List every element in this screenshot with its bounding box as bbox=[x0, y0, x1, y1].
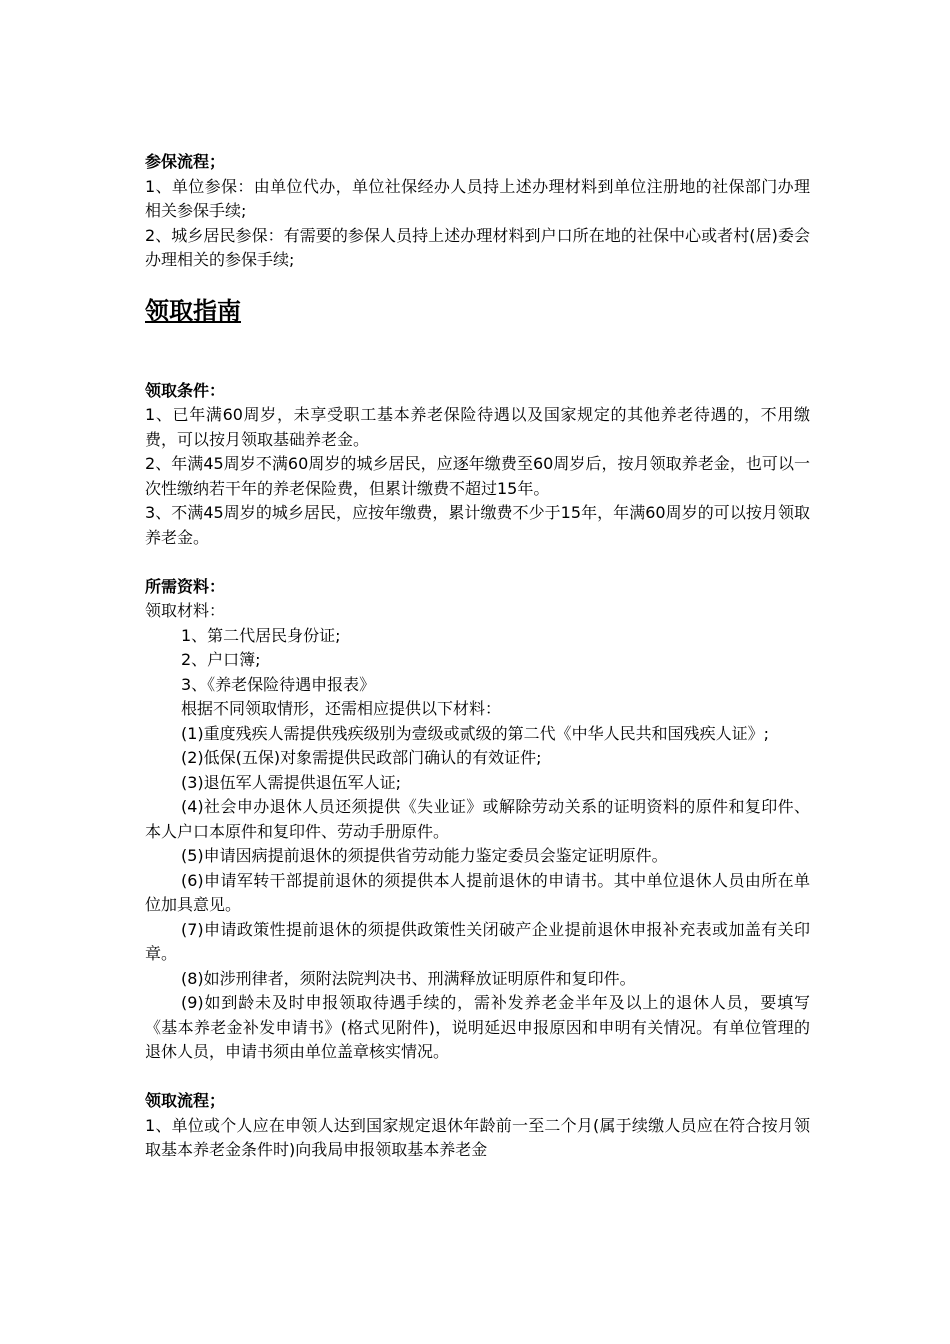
basic-material-1: 1、第二代居民身份证; bbox=[181, 625, 341, 645]
extra-material-6: (6)申请军转干部提前退休的须提供本人提前退休的申请书。其中单位退休人员由所在单位加具意见。 bbox=[145, 870, 810, 914]
document-page bbox=[145, 150, 810, 1163]
enroll-process-title: 参保流程； bbox=[145, 152, 226, 171]
extra-material-4: (4)社会申办退休人员还须提供《失业证》或解除劳动关系的证明资料的原件和复印件、本人户口本原件和复印件、劳动手册原件。 bbox=[145, 797, 810, 841]
materials-intro: 领取材料： bbox=[145, 601, 226, 620]
enroll-item-1: 1、单位参保：由单位代办，单位社保经办人员持上述办理材料到单位注册地的社保部门办理相关参保手续; bbox=[145, 176, 810, 220]
extra-material-1: (1)重度残疾人需提供残疾级别为壹级或贰级的第二代《中华人民共和国残疾人证》; bbox=[181, 723, 770, 743]
extra-material-7: (7)申请政策性提前退休的须提供政策性关闭破产企业提前退休申报补充表或加盖有关印章。 bbox=[145, 919, 810, 963]
basic-material-3: 3、《养老保险待遇申报表》 bbox=[181, 674, 376, 694]
claim-process-title: 领取流程； bbox=[145, 1091, 226, 1110]
extra-material-9: (9)如到龄未及时申报领取待遇手续的，需补发养老金半年及以上的退休人员，要填写《基本养老金补发申请书》(格式见附件)，说明延迟申报原因和申明有关情况。有单位管理的退休人员，申请书须由单位盖章核实情况。 bbox=[145, 993, 810, 1061]
condition-item-1: 1、已年满60周岁，未享受职工基本养老保险待遇以及国家规定的其他养老待遇的，不用缴费，可以按月领取基础养老金。 bbox=[145, 405, 810, 449]
materials-title: 所需资料： bbox=[145, 576, 226, 596]
extra-material-2: (2)低保(五保)对象需提供民政部门确认的有效证件; bbox=[181, 748, 542, 767]
conditions-title: 领取条件： bbox=[145, 380, 226, 400]
condition-item-2: 2、年满45周岁不满60周岁的城乡居民，应逐年缴费至60周岁后，按月领取养老金，也可以一次性缴纳若干年的养老保险费，但累计缴费不超过15年。 bbox=[145, 454, 810, 498]
claim-item-1: 1、单位或个人应在申领人达到国家规定退休年龄前一至二个月(属于续缴人员应在符合按月领取基本养老金条件时)向我局申报领取基本养老金 bbox=[145, 1115, 810, 1159]
basic-material-2: 2、户口簿; bbox=[181, 650, 261, 669]
enroll-item-2: 2、城乡居民参保：有需要的参保人员持上述办理材料到户口所在地的社保中心或者村(居)委会办理相关的参保手续; bbox=[145, 225, 810, 269]
extra-material-8: (8)如涉刑律者，须附法院判决书、刑满释放证明原件和复印件。 bbox=[181, 968, 636, 988]
extra-materials-intro: 根据不同领取情形，还需相应提供以下材料： bbox=[181, 699, 502, 718]
extra-material-3: (3)退伍军人需提供退伍军人证; bbox=[181, 772, 402, 792]
guide-heading: 领取指南 bbox=[145, 296, 241, 325]
condition-item-3: 3、不满45周岁的城乡居民，应按年缴费，累计缴费不少于15年，年满60周岁的可以按月领取养老金。 bbox=[145, 503, 810, 547]
extra-material-5: (5)申请因病提前退休的须提供省劳动能力鉴定委员会鉴定证明原件。 bbox=[181, 846, 668, 865]
